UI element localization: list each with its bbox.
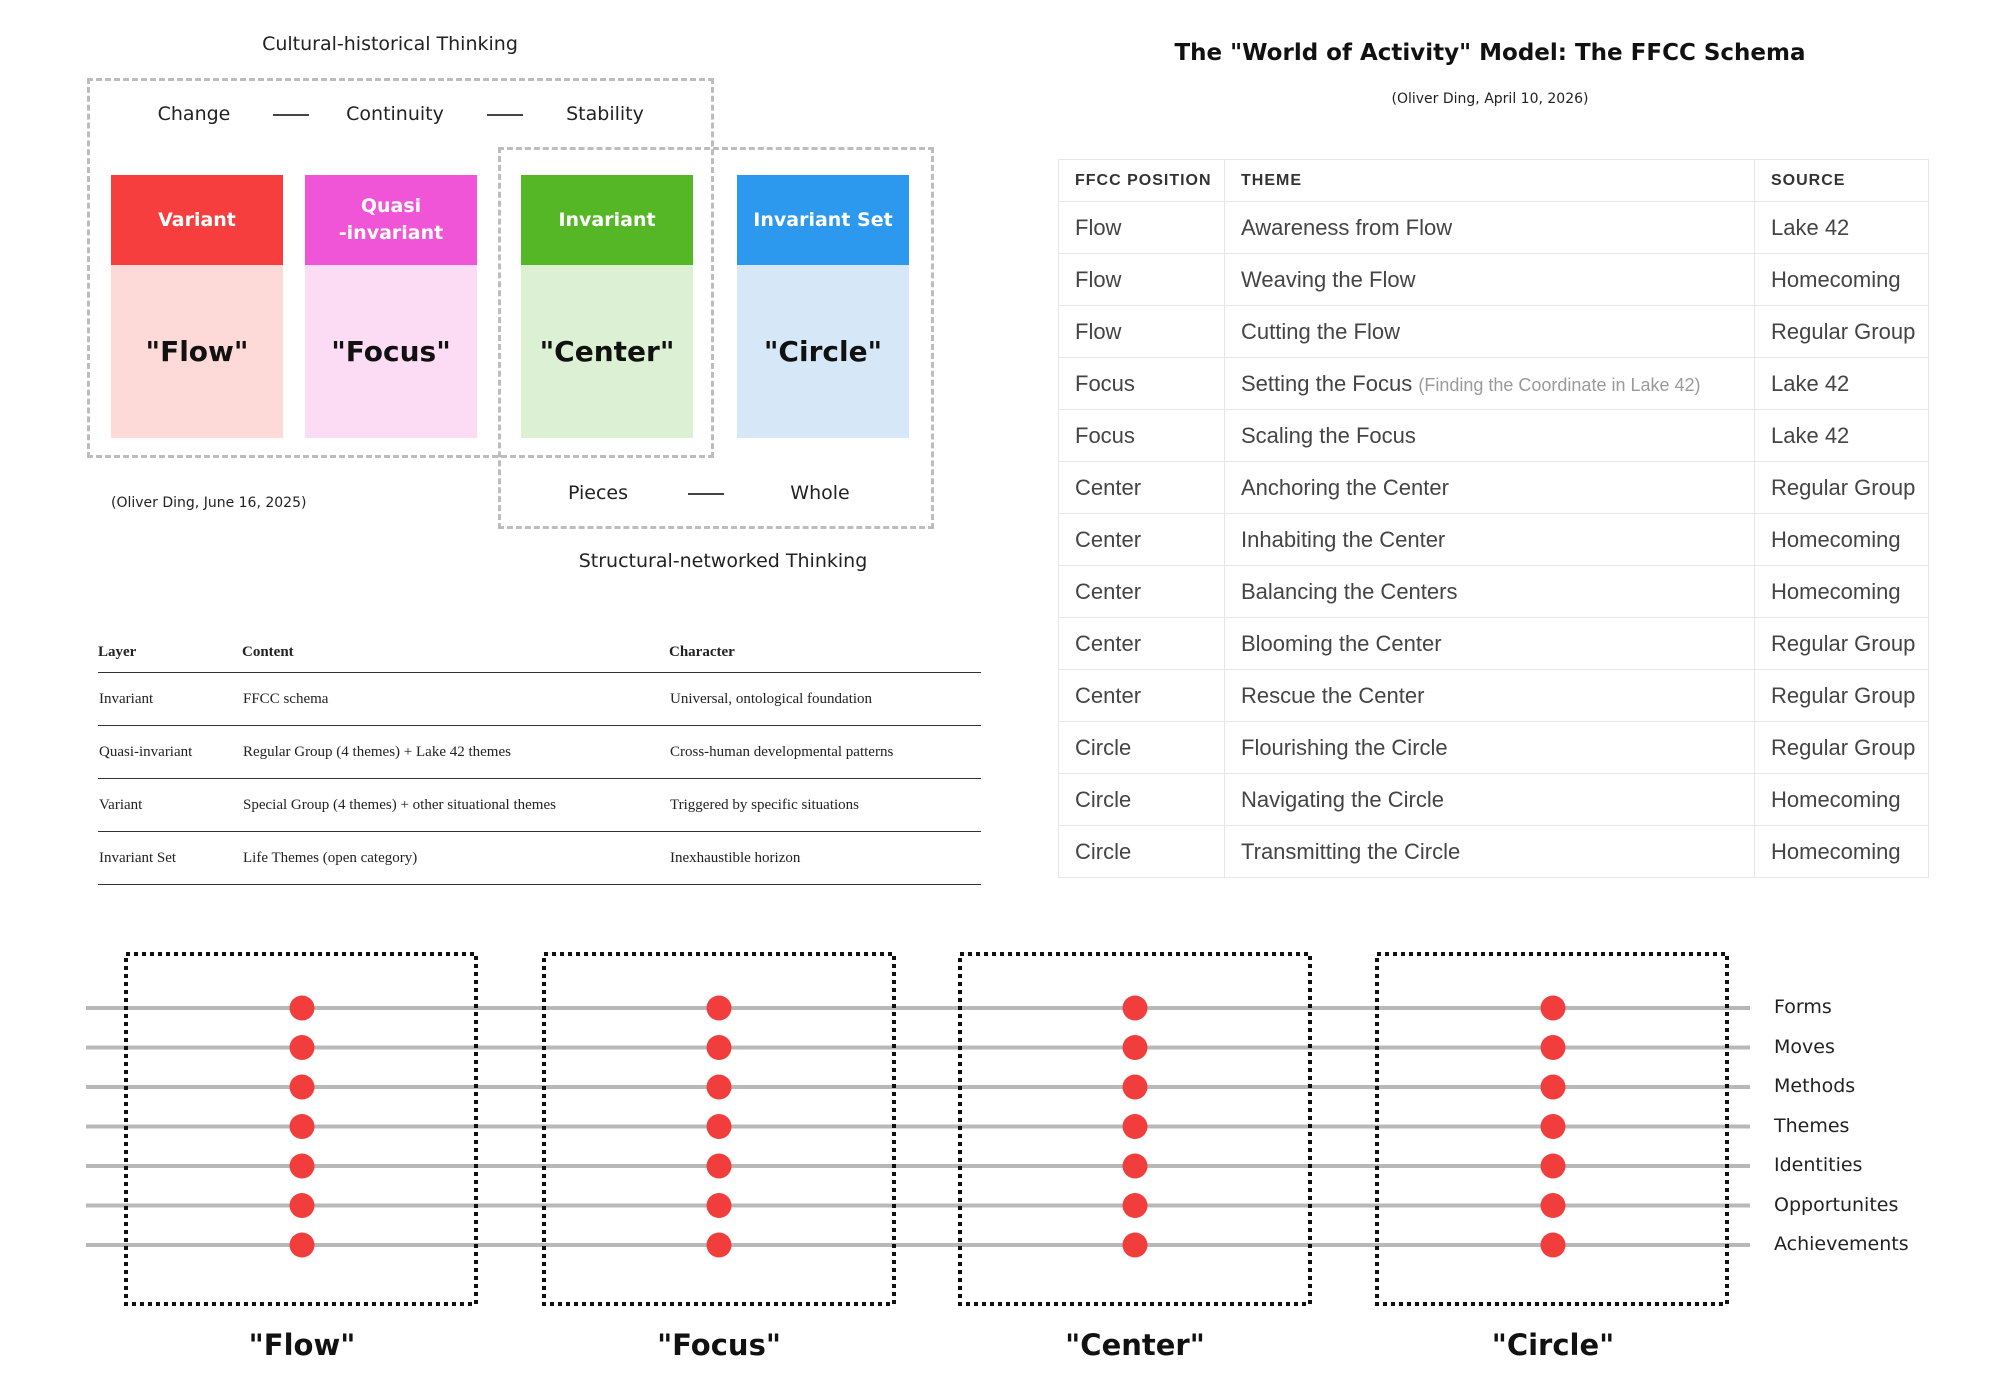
source-cell: Homecoming — [1755, 826, 1929, 878]
theme-text: Awareness from Flow — [1241, 214, 1453, 240]
dimension-dot — [290, 1193, 315, 1218]
source-cell: Regular Group — [1755, 670, 1929, 722]
ffcc-table — [1058, 159, 1929, 878]
stability-label: Stability — [566, 103, 644, 125]
dimension-label: Themes — [1774, 1114, 1850, 1137]
source-cell: Homecoming — [1755, 774, 1929, 826]
cultural-historical-label: Cultural-historical Thinking — [262, 33, 518, 55]
whole-label: Whole — [790, 482, 850, 504]
pieces-label: Pieces — [567, 482, 629, 504]
theme-cell — [1225, 566, 1755, 618]
dimension-dot — [1541, 1154, 1566, 1179]
pieces-whole-connector — [688, 493, 724, 495]
dimension-label: Forms — [1774, 996, 1832, 1018]
position-label: "Circle" — [1491, 1328, 1615, 1362]
dimension-dot — [707, 1075, 732, 1100]
position-cell: Center — [1059, 462, 1225, 514]
dimension-label: Identities — [1774, 1154, 1863, 1176]
dimension-dot — [1541, 1233, 1566, 1258]
column-header: Layer — [98, 643, 137, 660]
column-header: Character — [669, 643, 735, 660]
source-cell: Lake 42 — [1755, 202, 1929, 254]
position-cell: Focus — [1059, 358, 1225, 410]
theme-cell — [1225, 514, 1755, 566]
theme-cell — [1225, 826, 1755, 878]
position-cell: Circle — [1059, 826, 1225, 878]
position-cell: Center — [1059, 618, 1225, 670]
scale-connector — [273, 114, 309, 116]
source-cell: Regular Group — [1755, 618, 1929, 670]
dimension-dot — [707, 996, 732, 1021]
position-label: "Center" — [1065, 1328, 1205, 1362]
content-cell: Special Group (4 themes) + other situational themes — [243, 796, 556, 813]
table-header-row — [98, 632, 981, 673]
continuity-label: Continuity — [346, 103, 444, 125]
column-header: FFCC POSITION — [1059, 160, 1225, 202]
theme-note: (Finding the Coordinate in Lake 42) — [1418, 374, 1701, 395]
theme-cell — [1225, 254, 1755, 306]
theme-cell — [1225, 202, 1755, 254]
theme-text: Balancing the Centers — [1241, 578, 1458, 604]
character-cell: Cross-human developmental patterns — [670, 743, 894, 760]
theme-cell — [1225, 722, 1755, 774]
scale-connector — [487, 114, 523, 116]
dimension-dot — [290, 1075, 315, 1100]
source-cell: Homecoming — [1755, 514, 1929, 566]
table-row — [1059, 358, 1929, 410]
dimension-dot — [707, 1233, 732, 1258]
card-body: "Flow" — [111, 265, 283, 438]
position-label: "Focus" — [657, 1328, 781, 1362]
dimension-label: Methods — [1774, 1075, 1856, 1097]
table-row — [1059, 410, 1929, 462]
dimension-diagram — [0, 940, 2000, 1360]
table-header-row — [1059, 160, 1929, 202]
dimension-dot — [290, 1114, 315, 1139]
dimension-dot — [1541, 1114, 1566, 1139]
position-cell: Center — [1059, 670, 1225, 722]
dimension-dot — [707, 1035, 732, 1060]
theme-text: Weaving the Flow — [1241, 266, 1416, 292]
dimension-dot — [707, 1114, 732, 1139]
table-row — [1059, 670, 1929, 722]
theme-text: Transmitting the Circle — [1241, 838, 1461, 864]
table-row — [1059, 722, 1929, 774]
theme-cell — [1225, 618, 1755, 670]
theme-cell — [1225, 774, 1755, 826]
layer-cell: Variant — [99, 796, 143, 813]
theme-text: Anchoring the Center — [1241, 474, 1449, 500]
card-body: "Focus" — [305, 265, 477, 438]
theme-cell — [1225, 306, 1755, 358]
position-cell: Circle — [1059, 774, 1225, 826]
position-cell: Flow — [1059, 306, 1225, 358]
dimension-dot — [290, 1035, 315, 1060]
structural-networked-label: Structural-networked Thinking — [578, 550, 868, 572]
source-cell: Regular Group — [1755, 722, 1929, 774]
variant-card — [111, 175, 283, 438]
character-cell: Triggered by specific situations — [670, 796, 860, 813]
theme-text: Rescue the Center — [1241, 682, 1425, 708]
position-cell: Center — [1059, 566, 1225, 618]
table-row — [1059, 306, 1929, 358]
theme-text: Setting the Focus — [1241, 370, 1413, 396]
column-header: THEME — [1225, 160, 1755, 202]
position-cell: Focus — [1059, 410, 1225, 462]
table-row — [1059, 774, 1929, 826]
position-cell: Circle — [1059, 722, 1225, 774]
dimension-dot — [290, 1154, 315, 1179]
position-cell: Flow — [1059, 254, 1225, 306]
content-cell: FFCC schema — [243, 690, 329, 707]
ffcc-subtitle: (Oliver Ding, April 10, 2026) — [1391, 91, 1589, 107]
dimension-label: Achievements — [1774, 1233, 1909, 1255]
diagram-credit: (Oliver Ding, June 16, 2025) — [111, 495, 307, 511]
table-row — [1059, 618, 1929, 670]
position-cell: Flow — [1059, 202, 1225, 254]
dimension-dot — [1123, 1154, 1148, 1179]
theme-text: Inhabiting the Center — [1241, 526, 1446, 552]
table-row — [98, 779, 981, 832]
card-header: Quasi -invariant — [305, 175, 477, 265]
character-cell: Inexhaustible horizon — [670, 849, 801, 866]
theme-text: Scaling the Focus — [1241, 422, 1416, 448]
layer-cell: Invariant Set — [99, 849, 177, 866]
invariant-card — [521, 175, 693, 438]
dimension-label: Opportunites — [1774, 1193, 1899, 1216]
dimension-dot — [707, 1154, 732, 1179]
table-row — [1059, 462, 1929, 514]
card-body: "Circle" — [737, 265, 909, 438]
layer-cell: Quasi-invariant — [99, 743, 193, 760]
table-row — [98, 832, 981, 885]
theme-text: Flourishing the Circle — [1241, 734, 1448, 760]
theme-cell — [1225, 358, 1755, 410]
dimension-dot — [1123, 1035, 1148, 1060]
content-cell: Regular Group (4 themes) + Lake 42 themes — [243, 743, 511, 760]
theme-cell — [1225, 410, 1755, 462]
dimension-label: Moves — [1774, 1035, 1835, 1058]
theme-text: Navigating the Circle — [1241, 786, 1444, 812]
table-row — [1059, 202, 1929, 254]
theme-text: Cutting the Flow — [1241, 318, 1400, 344]
dimension-dot — [290, 996, 315, 1021]
dimension-dot — [1541, 1035, 1566, 1060]
ffcc-table-body — [1059, 202, 1929, 878]
dimension-dot — [1123, 1233, 1148, 1258]
table-row — [1059, 566, 1929, 618]
table-row — [98, 726, 981, 779]
dimension-dot — [1541, 1075, 1566, 1100]
source-cell: Regular Group — [1755, 462, 1929, 514]
table-row — [1059, 826, 1929, 878]
dimension-dot — [1123, 1193, 1148, 1218]
source-cell: Regular Group — [1755, 306, 1929, 358]
card-header: Invariant Set — [737, 175, 909, 265]
invariant-set-card — [737, 175, 909, 438]
layer-table — [98, 632, 981, 885]
source-cell: Lake 42 — [1755, 358, 1929, 410]
dimension-dot — [290, 1233, 315, 1258]
table-row — [1059, 514, 1929, 566]
character-cell: Universal, ontological foundation — [670, 690, 873, 707]
card-header: Invariant — [521, 175, 693, 265]
quasi-invariant-card — [305, 175, 477, 438]
theme-cell — [1225, 462, 1755, 514]
dimension-dot — [1123, 996, 1148, 1021]
column-header: SOURCE — [1755, 160, 1929, 202]
dimension-dot — [707, 1193, 732, 1218]
dimension-dot — [1541, 996, 1566, 1021]
table-row — [1059, 254, 1929, 306]
theme-cell — [1225, 670, 1755, 722]
source-cell: Homecoming — [1755, 254, 1929, 306]
card-body: "Center" — [521, 265, 693, 438]
change-label: Change — [157, 103, 231, 125]
dimension-dot — [1123, 1114, 1148, 1139]
source-cell: Homecoming — [1755, 566, 1929, 618]
source-cell: Lake 42 — [1755, 410, 1929, 462]
dimension-dot — [1123, 1075, 1148, 1100]
position-cell: Center — [1059, 514, 1225, 566]
dimension-dot — [1541, 1193, 1566, 1218]
column-header: Content — [242, 643, 294, 660]
layer-cell: Invariant — [99, 690, 154, 707]
table-row — [98, 673, 981, 726]
position-label: "Flow" — [248, 1328, 356, 1362]
theme-text: Blooming the Center — [1241, 630, 1442, 656]
content-cell: Life Themes (open category) — [243, 849, 418, 866]
ffcc-title: The "World of Activity" Model: The FFCC Schema — [1174, 40, 1806, 66]
card-header: Variant — [111, 175, 283, 265]
